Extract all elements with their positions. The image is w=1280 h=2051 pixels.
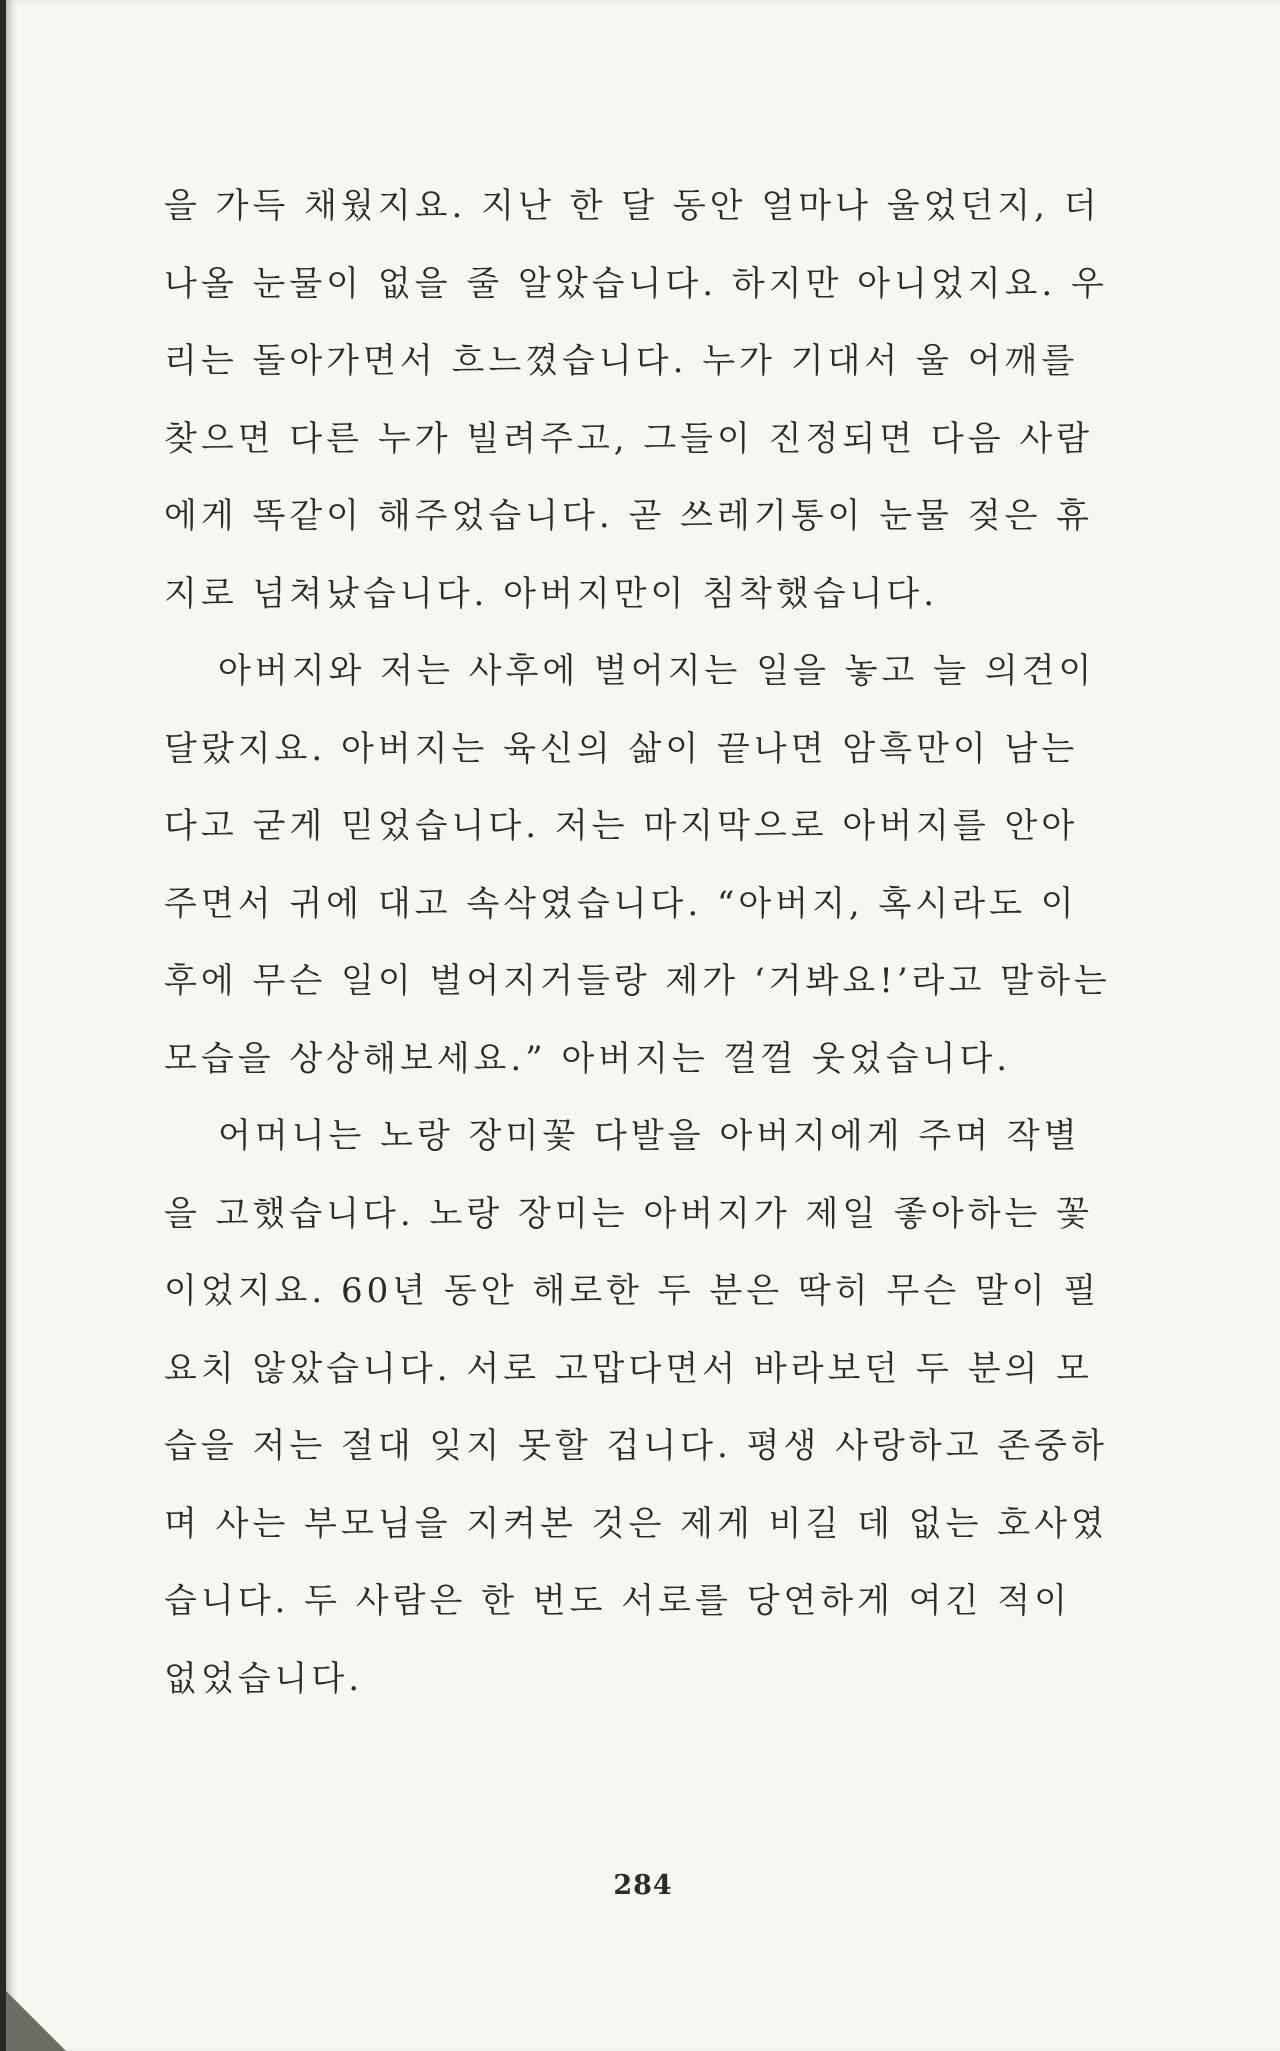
text-line: 찾으면 다른 누가 빌려주고, 그들이 진정되면 다음 사람 [164,418,1094,459]
text-line: 달랐지요. 아버지는 육신의 삶이 끝나면 암흑만이 남는 [164,728,1079,769]
paragraph [164,168,1108,633]
text-line: 지로 넘쳐났습니다. 아버지만이 침착했습니다. [164,573,939,614]
text-line: 리는 돌아가면서 흐느꼈습니다. 누가 기대서 울 어깨를 [164,341,1079,381]
page-number: 284 [613,1870,673,1901]
text-line: 나올 눈물이 없을 줄 알았습니다. 하지만 아니었지요. 우 [164,263,1108,304]
text-line: 아버지와 저는 사후에 벌어지는 일을 놓고 늘 의견이 [218,651,1096,691]
text-line: 을 가득 채웠지요. 지난 한 달 동안 얼마나 울었던지, 더 [164,186,1101,226]
text-line: 모습을 상상해보세요.” 아버지는 껄껄 웃었습니다. [164,1038,1012,1079]
text-line: 에게 똑같이 해주었습니다. 곧 쓰레기통이 눈물 젖은 휴 [164,496,1094,536]
book-page [6,0,1280,2051]
text-line: 습을 저는 절대 잊지 못할 겁니다. 평생 사랑하고 존중하 [164,1426,1108,1466]
body-text [164,168,1111,1718]
text-line: 을 고했습니다. 노랑 장미는 아버지가 제일 좋아하는 꽃 [164,1193,1094,1234]
text-line: 없었습니다. [164,1658,364,1699]
text-line: 습니다. 두 사람은 한 번도 서로를 당연하게 여긴 적이 [164,1581,1071,1621]
text-line: 후에 무슨 일이 벌어지거들랑 제가 ‘거봐요!’라고 말하는 [164,961,1111,1001]
paragraph [164,633,1111,1098]
paragraph [164,1098,1108,1718]
text-line: 요치 않았습니다. 서로 고맙다면서 바라보던 두 분의 모 [164,1348,1094,1389]
text-line: 다고 굳게 믿었습니다. 저는 마지막으로 아버지를 안아 [164,806,1079,846]
text-line: 이었지요. 60년 동안 해로한 두 분은 딱히 무슨 말이 필 [164,1271,1101,1311]
text-line: 며 사는 부모님을 지켜본 것은 제게 비길 데 없는 호사였 [164,1503,1108,1544]
text-line: 주면서 귀에 대고 속삭였습니다. “아버지, 혹시라도 이 [164,883,1078,924]
text-line: 어머니는 노랑 장미꽃 다발을 아버지에게 주며 작별 [218,1116,1081,1156]
page-corner-shadow [6,1991,66,2051]
